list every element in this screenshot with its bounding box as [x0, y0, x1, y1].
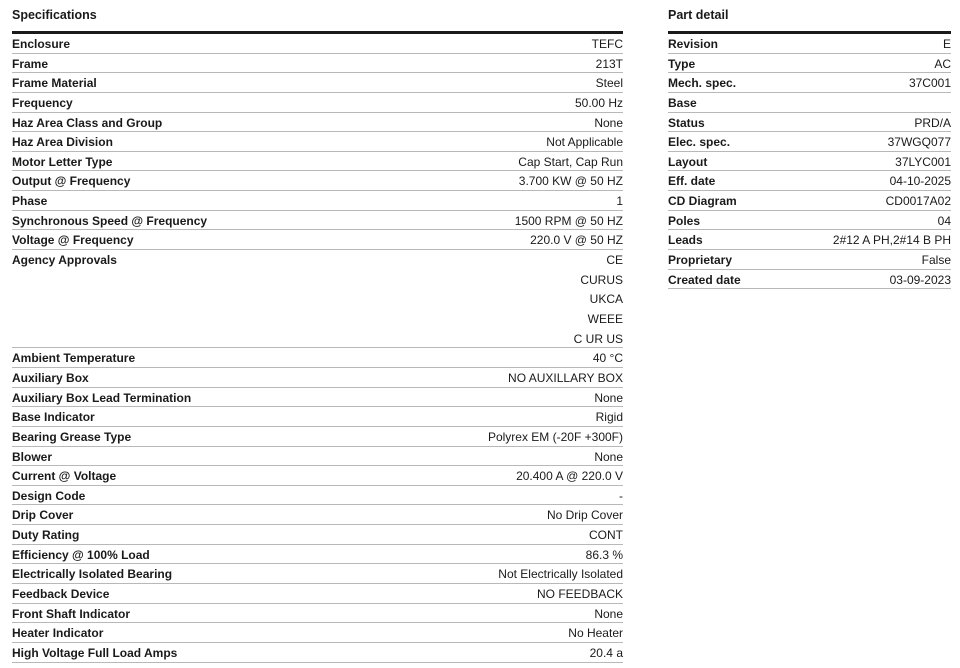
spec-row	[12, 505, 623, 525]
row-label: Enclosure	[12, 37, 71, 51]
spec-row	[12, 132, 623, 152]
row-label: Efficiency @ 100% Load	[12, 547, 150, 562]
row-label: Proprietary	[668, 253, 733, 268]
part-detail-section	[668, 6, 951, 289]
part-detail-row	[668, 34, 951, 54]
row-value: 20.4 a	[589, 645, 623, 660]
part-detail-row	[668, 171, 951, 191]
row-label: Heater Indicator	[12, 626, 104, 641]
row-values	[914, 116, 951, 130]
row-value: None	[594, 115, 623, 130]
row-label: Blower	[12, 449, 53, 464]
row-label: Base Indicator	[12, 410, 95, 425]
row-label: Layout	[668, 154, 708, 169]
spec-row	[12, 54, 623, 74]
row-values	[596, 57, 623, 71]
part-detail-row	[668, 113, 951, 133]
row-values	[596, 76, 623, 90]
part-detail-row	[668, 152, 951, 172]
row-label: Duty Rating	[12, 528, 80, 543]
spec-row	[12, 250, 623, 348]
spec-row	[12, 643, 623, 663]
spec-row	[12, 427, 623, 447]
row-value: 2#12 A PH,2#14 B PH	[832, 233, 951, 248]
row-values	[537, 587, 623, 601]
part-detail-row	[668, 93, 951, 113]
row-values	[895, 155, 951, 169]
row-label: Frame Material	[12, 76, 97, 91]
row-value: E	[942, 37, 951, 51]
row-value: CURUS	[580, 272, 623, 287]
row-value: Not Electrically Isolated	[498, 567, 623, 582]
row-value: 3.700 KW @ 50 HZ	[518, 174, 623, 189]
row-value: UKCA	[589, 292, 623, 307]
row-label: Auxiliary Box Lead Termination	[12, 390, 192, 405]
row-values	[594, 116, 623, 130]
row-values	[586, 548, 623, 562]
row-value: 1500 RPM @ 50 HZ	[514, 213, 623, 228]
row-value: Rigid	[595, 410, 623, 425]
row-values	[922, 253, 951, 267]
row-label: Poles	[668, 213, 701, 228]
row-label: Voltage @ Frequency	[12, 233, 134, 248]
row-values	[592, 37, 623, 51]
spec-row	[12, 348, 623, 368]
row-value: Polyrex EM (-20F +300F)	[487, 429, 623, 444]
row-value: 04-10-2025	[889, 174, 951, 189]
part-detail-row	[668, 230, 951, 250]
row-value: WEEE	[587, 311, 623, 326]
specifications-title: Specifications	[12, 8, 97, 22]
row-label: Type	[668, 56, 696, 71]
spec-row	[12, 545, 623, 565]
row-label: Synchronous Speed @ Frequency	[12, 213, 208, 228]
row-value: 220.0 V @ 50 HZ	[530, 233, 623, 248]
row-label: Bearing Grease Type	[12, 429, 132, 444]
row-values	[833, 233, 951, 247]
row-label: Eff. date	[668, 174, 716, 189]
row-values	[594, 391, 623, 405]
row-value: Cap Start, Cap Run	[518, 154, 623, 169]
row-values	[519, 174, 623, 188]
row-label: Feedback Device	[12, 586, 110, 601]
row-value: 37C001	[908, 76, 951, 91]
row-value: CD0017A02	[885, 194, 951, 209]
row-value: 50.00 Hz	[574, 95, 623, 110]
row-value: NO AUXILLARY BOX	[508, 370, 623, 385]
row-label: Front Shaft Indicator	[12, 606, 130, 621]
spec-row	[12, 447, 623, 467]
row-label: Base	[668, 95, 697, 110]
spec-row	[12, 584, 623, 604]
row-values	[589, 528, 623, 542]
row-values	[616, 194, 623, 208]
row-value: No Drip Cover	[546, 508, 623, 523]
row-values	[498, 567, 623, 581]
part-detail-row	[668, 54, 951, 74]
row-value: 04	[937, 213, 951, 228]
row-value: None	[594, 449, 623, 464]
spec-row	[12, 525, 623, 545]
spec-row	[12, 604, 623, 624]
row-values	[518, 155, 623, 169]
part-detail-row	[668, 73, 951, 93]
row-values	[515, 214, 623, 228]
part-detail-row	[668, 191, 951, 211]
spec-row	[12, 407, 623, 427]
part-detail-title: Part detail	[668, 8, 729, 22]
row-value: Steel	[595, 76, 623, 91]
row-label: Frame	[12, 56, 49, 71]
row-value: 20.400 A @ 220.0 V	[516, 469, 623, 484]
spec-row	[12, 191, 623, 211]
row-label: Created date	[668, 272, 741, 287]
row-label: Status	[668, 115, 705, 130]
row-label: Revision	[668, 37, 719, 51]
row-value: None	[594, 606, 623, 621]
row-value: None	[594, 390, 623, 405]
spec-row	[12, 388, 623, 408]
row-value: NO FEEDBACK	[536, 586, 623, 601]
row-label: Output @ Frequency	[12, 174, 131, 189]
row-value: Not Applicable	[546, 135, 623, 150]
row-values	[594, 607, 623, 621]
row-values	[890, 273, 951, 287]
row-values	[890, 174, 951, 188]
row-value: AC	[934, 56, 951, 71]
row-value: 37LYC001	[895, 154, 951, 169]
row-values	[568, 626, 623, 640]
row-value: 1	[616, 194, 623, 209]
row-value: CONT	[589, 528, 623, 543]
row-value: 40 °C	[592, 351, 623, 366]
part-detail-row	[668, 250, 951, 270]
row-label: Drip Cover	[12, 508, 74, 523]
row-label: High Voltage Full Load Amps	[12, 645, 178, 660]
row-label: Ambient Temperature	[12, 351, 136, 366]
row-values	[547, 508, 623, 522]
row-values	[888, 135, 951, 149]
spec-row	[12, 34, 623, 54]
row-label: Motor Letter Type	[12, 154, 113, 169]
part-detail-row	[668, 211, 951, 231]
spec-row	[12, 230, 623, 250]
row-value: 03-09-2023	[889, 272, 951, 287]
row-values	[596, 410, 623, 424]
row-value: False	[921, 253, 951, 268]
row-values	[508, 371, 623, 385]
row-value: -	[619, 488, 623, 503]
row-label: Design Code	[12, 488, 86, 503]
row-value: 86.3 %	[585, 547, 623, 562]
spec-row	[12, 211, 623, 231]
row-value: CE	[606, 253, 623, 268]
part-detail-row	[668, 132, 951, 152]
row-label: Haz Area Class and Group	[12, 115, 163, 130]
row-value: PRD/A	[914, 115, 951, 130]
row-value: 37WGQ077	[887, 135, 951, 150]
row-label: Current @ Voltage	[12, 469, 117, 484]
spec-row	[12, 623, 623, 643]
row-label: CD Diagram	[668, 194, 737, 209]
row-value: TEFC	[591, 37, 623, 51]
row-values	[574, 253, 623, 346]
spec-row	[12, 152, 623, 172]
spec-row	[12, 564, 623, 584]
spec-row	[12, 113, 623, 133]
specifications-table	[12, 34, 623, 663]
row-values	[886, 194, 951, 208]
row-label: Agency Approvals	[12, 253, 117, 268]
row-values	[593, 351, 623, 365]
row-values	[575, 96, 623, 110]
row-label: Electrically Isolated Bearing	[12, 567, 173, 582]
row-values	[516, 469, 623, 483]
row-label: Leads	[668, 233, 703, 248]
row-values	[934, 57, 951, 71]
part-detail-table	[668, 34, 951, 289]
row-values	[488, 430, 623, 444]
spec-row	[12, 171, 623, 191]
row-values	[546, 135, 623, 149]
row-label: Elec. spec.	[668, 135, 731, 150]
row-value: C UR US	[573, 331, 623, 346]
spec-row	[12, 93, 623, 113]
row-value: No Heater	[568, 626, 623, 641]
row-label: Frequency	[12, 95, 73, 110]
row-value: 213T	[595, 56, 623, 71]
specifications-section	[12, 6, 623, 663]
row-values	[594, 450, 623, 464]
row-label: Auxiliary Box	[12, 370, 89, 385]
row-values	[943, 37, 951, 51]
row-values	[619, 489, 623, 503]
spec-row	[12, 486, 623, 506]
part-detail-row	[668, 270, 951, 290]
spec-row	[12, 368, 623, 388]
row-label: Phase	[12, 194, 48, 209]
row-values	[909, 76, 951, 90]
row-values	[530, 233, 623, 247]
row-values	[938, 214, 951, 228]
row-values	[590, 646, 623, 660]
row-label: Haz Area Division	[12, 135, 113, 150]
spec-row	[12, 73, 623, 93]
row-label: Mech. spec.	[668, 76, 737, 91]
spec-row	[12, 466, 623, 486]
